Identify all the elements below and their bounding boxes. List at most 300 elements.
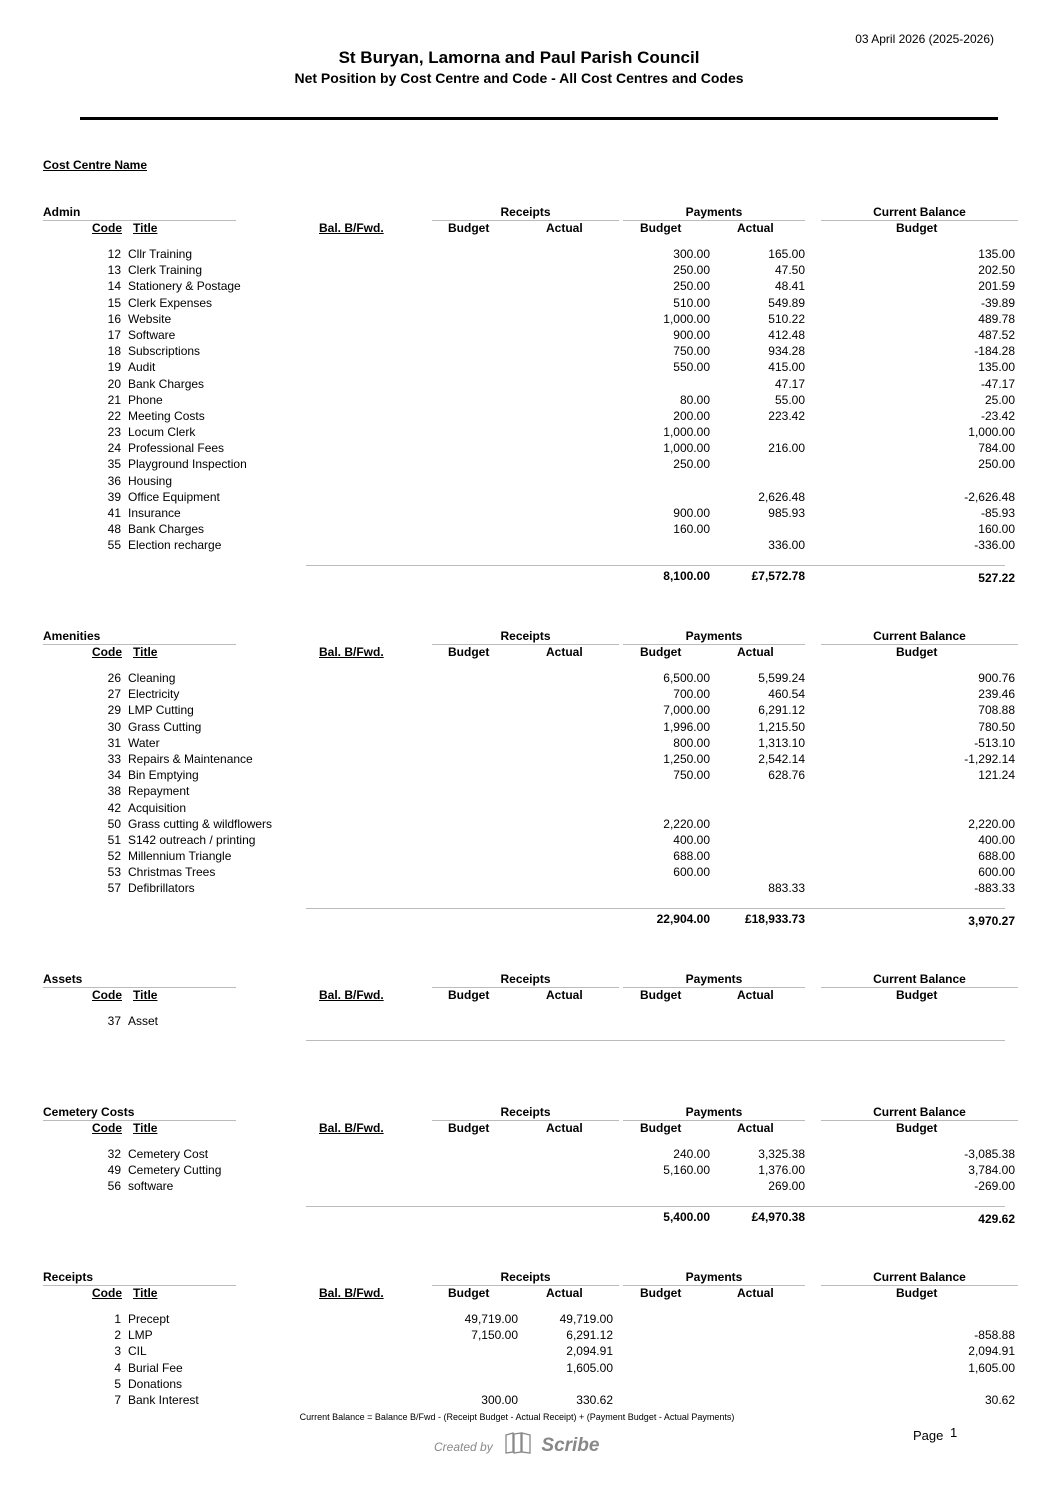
row-code: 14	[107, 279, 121, 294]
row-title: Clerk Expenses	[128, 295, 213, 310]
title-column-header: Title	[133, 645, 158, 659]
section-name: Admin	[43, 205, 81, 219]
row-code: 34	[107, 768, 121, 783]
row-code: 42	[107, 800, 121, 815]
row-payments-budget: 550.00	[673, 360, 710, 375]
table-row	[0, 263, 1058, 279]
row-title: Cemetery Cost	[128, 1147, 209, 1161]
row-payments-budget: 7,000.00	[663, 703, 710, 718]
section-rows	[0, 1147, 1058, 1196]
row-current-balance: -858.88	[974, 1328, 1015, 1343]
row-code: 29	[107, 703, 121, 718]
payments-actual-column-header: Actual	[737, 645, 774, 659]
row-code: 26	[107, 671, 121, 685]
row-payments-actual: 2,542.14	[758, 751, 805, 766]
table-row	[0, 279, 1058, 295]
table-row	[0, 457, 1058, 473]
row-current-balance: 600.00	[978, 865, 1015, 880]
row-payments-actual: 1,376.00	[758, 1163, 805, 1178]
row-title: Grass Cutting	[128, 719, 202, 734]
receipts-actual-column-header: Actual	[546, 221, 583, 235]
row-code: 27	[107, 687, 121, 702]
total-payments-actual: £18,933.73	[744, 911, 805, 926]
current-balance-group-header: Current Balance	[873, 972, 966, 986]
row-current-balance: 201.59	[978, 279, 1015, 294]
row-code: 22	[107, 408, 121, 423]
row-current-balance: 688.00	[978, 849, 1015, 864]
bal-bfwd-column-header: Bal. B/Fwd.	[319, 221, 384, 235]
receipts-budget-column-header: Budget	[448, 221, 490, 235]
code-column-header: Code	[92, 988, 122, 1002]
section-name: Assets	[43, 972, 83, 986]
payments-group-header: Payments	[685, 1105, 743, 1119]
bal-bfwd-column-header: Bal. B/Fwd.	[319, 988, 384, 1002]
row-current-balance: -269.00	[974, 1179, 1015, 1194]
row-code: 16	[107, 311, 121, 326]
table-row	[0, 865, 1058, 881]
code-column-header: Code	[92, 1121, 122, 1135]
row-current-balance: 400.00	[978, 832, 1015, 847]
row-payments-budget: 1,000.00	[663, 311, 710, 326]
table-row	[0, 849, 1058, 865]
row-payments-actual: 5,599.24	[758, 671, 805, 685]
table-row	[0, 1312, 1058, 1328]
table-row	[0, 1014, 1058, 1030]
row-code: 37	[107, 1014, 121, 1028]
payments-budget-column-header: Budget	[640, 1286, 682, 1300]
current-balance-budget-column-header: Budget	[896, 988, 938, 1002]
row-title: Grass cutting & wildflowers	[128, 816, 273, 831]
row-payments-budget: 160.00	[673, 522, 710, 537]
row-payments-actual: 412.48	[768, 327, 805, 342]
row-current-balance: 25.00	[984, 392, 1015, 407]
row-code: 15	[107, 295, 121, 310]
row-code: 55	[107, 538, 121, 553]
row-code: 4	[114, 1360, 121, 1375]
row-receipts-actual: 2,094.91	[566, 1344, 613, 1359]
section-name: Receipts	[43, 1270, 94, 1284]
table-row	[0, 490, 1058, 506]
row-payments-actual: 3,325.38	[758, 1147, 805, 1161]
row-title: Millennium Triangle	[128, 849, 232, 864]
current-balance-group-header: Current Balance	[873, 205, 966, 219]
section-rows	[0, 671, 1058, 898]
table-row	[0, 720, 1058, 736]
row-title: Locum Clerk	[128, 425, 196, 440]
payments-group-header: Payments	[685, 205, 743, 219]
row-code: 35	[107, 457, 121, 472]
row-current-balance: 135.00	[978, 247, 1015, 261]
row-title: Bank Charges	[128, 376, 205, 391]
row-code: 17	[107, 327, 121, 342]
row-payments-budget: 80.00	[679, 392, 710, 407]
row-code: 30	[107, 719, 121, 734]
row-current-balance: 160.00	[978, 522, 1015, 537]
created-by-label: Created by	[434, 1440, 493, 1454]
row-payments-actual: 48.41	[774, 279, 805, 294]
row-code: 24	[107, 441, 121, 456]
current-balance-budget-column-header: Budget	[896, 1121, 938, 1135]
report-title: St Buryan, Lamorna and Paul Parish Council	[338, 48, 700, 67]
table-row	[0, 768, 1058, 784]
receipts-budget-column-header: Budget	[448, 645, 490, 659]
row-current-balance: 1,605.00	[968, 1360, 1015, 1375]
page-label: Page	[913, 1428, 944, 1443]
row-current-balance: -85.93	[980, 506, 1015, 520]
total-current-balance: 3,970.27	[968, 913, 1015, 928]
row-code: 7	[114, 1392, 121, 1407]
table-row	[0, 1147, 1058, 1163]
receipts-actual-column-header: Actual	[546, 988, 583, 1002]
row-title: Burial Fee	[128, 1360, 183, 1375]
row-current-balance: -23.42	[980, 408, 1015, 423]
section-total-rule	[306, 565, 1005, 566]
row-receipts-actual: 330.62	[576, 1392, 613, 1407]
row-payments-actual: 55.00	[774, 392, 805, 407]
created-by-scribe	[434, 1432, 599, 1457]
row-title: software	[128, 1179, 174, 1194]
row-payments-actual: 6,291.12	[758, 703, 805, 718]
row-code: 36	[107, 473, 121, 488]
payments-budget-column-header: Budget	[640, 221, 682, 235]
table-row	[0, 441, 1058, 457]
row-title: Office Equipment	[128, 489, 220, 504]
row-current-balance: 900.76	[978, 671, 1015, 685]
row-title: LMP	[128, 1328, 153, 1343]
table-row	[0, 344, 1058, 360]
row-current-balance: -3,085.38	[964, 1147, 1015, 1161]
row-title: LMP Cutting	[128, 703, 194, 718]
row-title: Bin Emptying	[128, 768, 199, 783]
section-rows	[0, 247, 1058, 555]
section-name: Cemetery Costs	[43, 1105, 135, 1119]
table-row	[0, 703, 1058, 719]
row-payments-budget: 600.00	[673, 865, 710, 880]
row-title: Cleaning	[128, 671, 176, 685]
row-payments-actual: 1,215.50	[758, 719, 805, 734]
current-balance-group-header: Current Balance	[873, 1105, 966, 1119]
row-title: Asset	[128, 1014, 159, 1028]
table-row	[0, 1377, 1058, 1393]
table-row	[0, 817, 1058, 833]
row-payments-budget: 200.00	[673, 408, 710, 423]
row-code: 50	[107, 816, 121, 831]
row-payments-actual: 47.50	[774, 263, 805, 278]
row-payments-actual: 883.33	[768, 881, 805, 896]
payments-group-header: Payments	[685, 1270, 743, 1284]
row-payments-actual: 216.00	[768, 441, 805, 456]
page-number-value: 1	[950, 1425, 958, 1440]
row-title: Insurance	[128, 506, 181, 520]
row-current-balance: -39.89	[980, 295, 1015, 310]
row-current-balance: 784.00	[978, 441, 1015, 456]
row-code: 18	[107, 344, 121, 359]
row-payments-actual: 934.28	[768, 344, 805, 359]
payments-actual-column-header: Actual	[737, 221, 774, 235]
row-current-balance: 3,784.00	[968, 1163, 1015, 1178]
current-balance-group-header: Current Balance	[873, 1270, 966, 1284]
row-payments-budget: 800.00	[673, 735, 710, 750]
title-column-header: Title	[133, 988, 158, 1002]
row-code: 1	[114, 1312, 121, 1326]
row-payments-budget: 240.00	[673, 1147, 710, 1161]
row-payments-budget: 6,500.00	[663, 671, 710, 685]
row-code: 2	[114, 1328, 121, 1343]
receipts-group-header: Receipts	[500, 629, 551, 643]
table-row	[0, 1163, 1058, 1179]
row-title: Repairs & Maintenance	[128, 751, 253, 766]
row-current-balance: -883.33	[974, 881, 1015, 896]
row-title: Bank Interest	[128, 1392, 199, 1407]
row-code: 31	[107, 735, 121, 750]
row-current-balance: 489.78	[978, 311, 1015, 326]
row-payments-actual: 510.22	[768, 311, 805, 326]
row-receipts-actual: 49,719.00	[559, 1312, 613, 1326]
payments-group-header: Payments	[685, 972, 743, 986]
row-current-balance: 2,094.91	[968, 1344, 1015, 1359]
table-row	[0, 881, 1058, 897]
row-payments-actual: 269.00	[768, 1179, 805, 1194]
table-row	[0, 312, 1058, 328]
total-payments-budget: 5,400.00	[663, 1209, 710, 1224]
table-row	[0, 1393, 1058, 1409]
payments-group-header: Payments	[685, 629, 743, 643]
total-current-balance: 429.62	[978, 1211, 1015, 1226]
row-code: 39	[107, 489, 121, 504]
receipts-actual-column-header: Actual	[546, 1121, 583, 1135]
code-column-header: Code	[92, 1286, 122, 1300]
row-current-balance: 780.50	[978, 719, 1015, 734]
section-total-rule	[306, 908, 1005, 909]
row-title: Playground Inspection	[128, 457, 247, 472]
row-payments-budget: 750.00	[673, 768, 710, 783]
row-code: 33	[107, 751, 121, 766]
report-subtitle: Net Position by Cost Centre and Code - All Cost Centres and Codes	[294, 70, 744, 86]
row-title: Cllr Training	[128, 247, 193, 261]
receipts-group-header: Receipts	[500, 972, 551, 986]
row-current-balance: 2,220.00	[968, 816, 1015, 831]
receipts-actual-column-header: Actual	[546, 645, 583, 659]
row-receipts-actual: 6,291.12	[566, 1328, 613, 1343]
row-code: 48	[107, 522, 121, 537]
total-current-balance: 527.22	[978, 570, 1015, 585]
row-payments-budget: 510.00	[673, 295, 710, 310]
table-row	[0, 377, 1058, 393]
row-title: S142 outreach / printing	[128, 832, 256, 847]
row-title: Audit	[128, 360, 156, 375]
row-code: 19	[107, 360, 121, 375]
section-total-rule	[306, 1206, 1005, 1207]
code-column-header: Code	[92, 645, 122, 659]
row-code: 13	[107, 263, 121, 278]
row-payments-actual: 1,313.10	[758, 735, 805, 750]
table-row	[0, 296, 1058, 312]
row-payments-actual: 628.76	[768, 768, 805, 783]
table-row	[0, 801, 1058, 817]
row-code: 49	[107, 1163, 121, 1178]
table-row	[0, 328, 1058, 344]
total-payments-actual: £7,572.78	[751, 568, 805, 583]
balance-formula-note: Current Balance = Balance B/Fwd - (Receipt Budget - Actual Receipt) + (Payment Budget - Actual Payments)	[299, 1412, 735, 1422]
scribe-brand-text: Scribe	[541, 1435, 600, 1456]
row-payments-budget: 250.00	[673, 279, 710, 294]
table-row	[0, 752, 1058, 768]
row-payments-budget: 1,996.00	[663, 719, 710, 734]
table-row	[0, 506, 1058, 522]
row-title: Meeting Costs	[128, 408, 205, 423]
header-divider	[80, 117, 998, 120]
row-current-balance: 250.00	[978, 457, 1015, 472]
row-title: Stationery & Postage	[128, 279, 241, 294]
row-payments-actual: 985.93	[768, 506, 805, 520]
row-title: Precept	[128, 1312, 170, 1326]
row-receipts-budget: 49,719.00	[464, 1312, 518, 1326]
receipts-group-header: Receipts	[500, 205, 551, 219]
row-title: Defibrillators	[128, 881, 195, 896]
row-title: Website	[128, 311, 172, 326]
row-current-balance: 1,000.00	[968, 425, 1015, 440]
row-code: 12	[107, 247, 121, 261]
receipts-budget-column-header: Budget	[448, 988, 490, 1002]
row-code: 53	[107, 865, 121, 880]
row-code: 32	[107, 1147, 121, 1161]
row-current-balance: -1,292.14	[964, 751, 1015, 766]
table-row	[0, 522, 1058, 538]
row-code: 21	[107, 392, 121, 407]
total-payments-actual: £4,970.38	[751, 1209, 805, 1224]
current-balance-budget-column-header: Budget	[896, 1286, 938, 1300]
row-title: Cemetery Cutting	[128, 1163, 222, 1178]
row-title: Donations	[128, 1376, 183, 1391]
total-payments-budget: 8,100.00	[663, 568, 710, 583]
row-code: 20	[107, 376, 121, 391]
payments-budget-column-header: Budget	[640, 1121, 682, 1135]
row-payments-actual: 2,626.48	[758, 489, 805, 504]
current-balance-group-header: Current Balance	[873, 629, 966, 643]
row-receipts-budget: 300.00	[481, 1392, 518, 1407]
row-current-balance: 135.00	[978, 360, 1015, 375]
row-current-balance: -336.00	[974, 538, 1015, 553]
row-payments-budget: 900.00	[673, 506, 710, 520]
table-row	[0, 1328, 1058, 1344]
payments-actual-column-header: Actual	[737, 988, 774, 1002]
table-row	[0, 247, 1058, 263]
row-code: 57	[107, 881, 121, 896]
bal-bfwd-column-header: Bal. B/Fwd.	[319, 645, 384, 659]
row-current-balance: 121.24	[978, 768, 1015, 783]
row-payments-actual: 549.89	[768, 295, 805, 310]
row-payments-budget: 750.00	[673, 344, 710, 359]
row-current-balance: -184.28	[974, 344, 1015, 359]
row-title: Acquisition	[128, 800, 187, 815]
section-total-rule	[306, 1040, 1005, 1041]
row-title: Bank Charges	[128, 522, 205, 537]
table-row	[0, 425, 1058, 441]
table-row	[0, 1361, 1058, 1377]
section-rows	[0, 1014, 1058, 1030]
receipts-actual-column-header: Actual	[546, 1286, 583, 1300]
table-row	[0, 474, 1058, 490]
row-title: Electricity	[128, 687, 180, 702]
table-row	[0, 784, 1058, 800]
table-row	[0, 360, 1058, 376]
row-payments-actual: 47.17	[774, 376, 805, 391]
table-row	[0, 538, 1058, 554]
table-row	[0, 1344, 1058, 1360]
bal-bfwd-column-header: Bal. B/Fwd.	[319, 1121, 384, 1135]
receipts-budget-column-header: Budget	[448, 1286, 490, 1300]
title-column-header: Title	[133, 1121, 158, 1135]
page-number	[913, 1425, 958, 1443]
row-payments-budget: 1,000.00	[663, 425, 710, 440]
section-name: Amenities	[43, 629, 101, 643]
total-payments-budget: 22,904.00	[656, 911, 710, 926]
row-code: 51	[107, 832, 121, 847]
row-payments-budget: 688.00	[673, 849, 710, 864]
receipts-budget-column-header: Budget	[448, 1121, 490, 1135]
row-title: Water	[128, 735, 160, 750]
code-column-header: Code	[92, 221, 122, 235]
row-payments-actual: 165.00	[768, 247, 805, 261]
row-payments-budget: 1,000.00	[663, 441, 710, 456]
row-title: CIL	[128, 1344, 147, 1359]
scribe-logo-icon	[504, 1432, 534, 1457]
row-current-balance: 239.46	[978, 687, 1015, 702]
row-payments-actual: 460.54	[768, 687, 805, 702]
row-current-balance: 30.62	[984, 1392, 1015, 1407]
payments-budget-column-header: Budget	[640, 988, 682, 1002]
row-code: 23	[107, 425, 121, 440]
cost-centre-label: Cost Centre Name	[43, 158, 148, 172]
payments-actual-column-header: Actual	[737, 1121, 774, 1135]
row-title: Clerk Training	[128, 263, 203, 278]
row-payments-actual: 336.00	[768, 538, 805, 553]
row-title: Christmas Trees	[128, 865, 216, 880]
table-row	[0, 393, 1058, 409]
table-row	[0, 409, 1058, 425]
row-current-balance: -47.17	[980, 376, 1015, 391]
row-current-balance: -513.10	[974, 735, 1015, 750]
current-balance-budget-column-header: Budget	[896, 221, 938, 235]
row-code: 41	[107, 506, 121, 520]
row-title: Software	[128, 327, 176, 342]
row-payments-budget: 250.00	[673, 457, 710, 472]
row-title: Phone	[128, 392, 163, 407]
row-code: 5	[114, 1376, 121, 1391]
title-column-header: Title	[133, 221, 158, 235]
row-code: 38	[107, 784, 121, 799]
row-title: Repayment	[128, 784, 190, 799]
row-payments-budget: 900.00	[673, 327, 710, 342]
row-payments-budget: 400.00	[673, 832, 710, 847]
row-title: Subscriptions	[128, 344, 201, 359]
row-payments-budget: 250.00	[673, 263, 710, 278]
receipts-group-header: Receipts	[500, 1270, 551, 1284]
table-row	[0, 687, 1058, 703]
row-payments-budget: 2,220.00	[663, 816, 710, 831]
table-row	[0, 833, 1058, 849]
row-payments-budget: 1,250.00	[663, 751, 710, 766]
row-payments-budget: 5,160.00	[663, 1163, 710, 1178]
receipts-group-header: Receipts	[500, 1105, 551, 1119]
row-current-balance: -2,626.48	[964, 489, 1015, 504]
row-payments-budget: 300.00	[673, 247, 710, 261]
row-title: Professional Fees	[128, 441, 225, 456]
row-receipts-budget: 7,150.00	[471, 1328, 518, 1343]
row-code: 56	[107, 1179, 121, 1194]
row-title: Housing	[128, 473, 173, 488]
row-code: 3	[114, 1344, 121, 1359]
